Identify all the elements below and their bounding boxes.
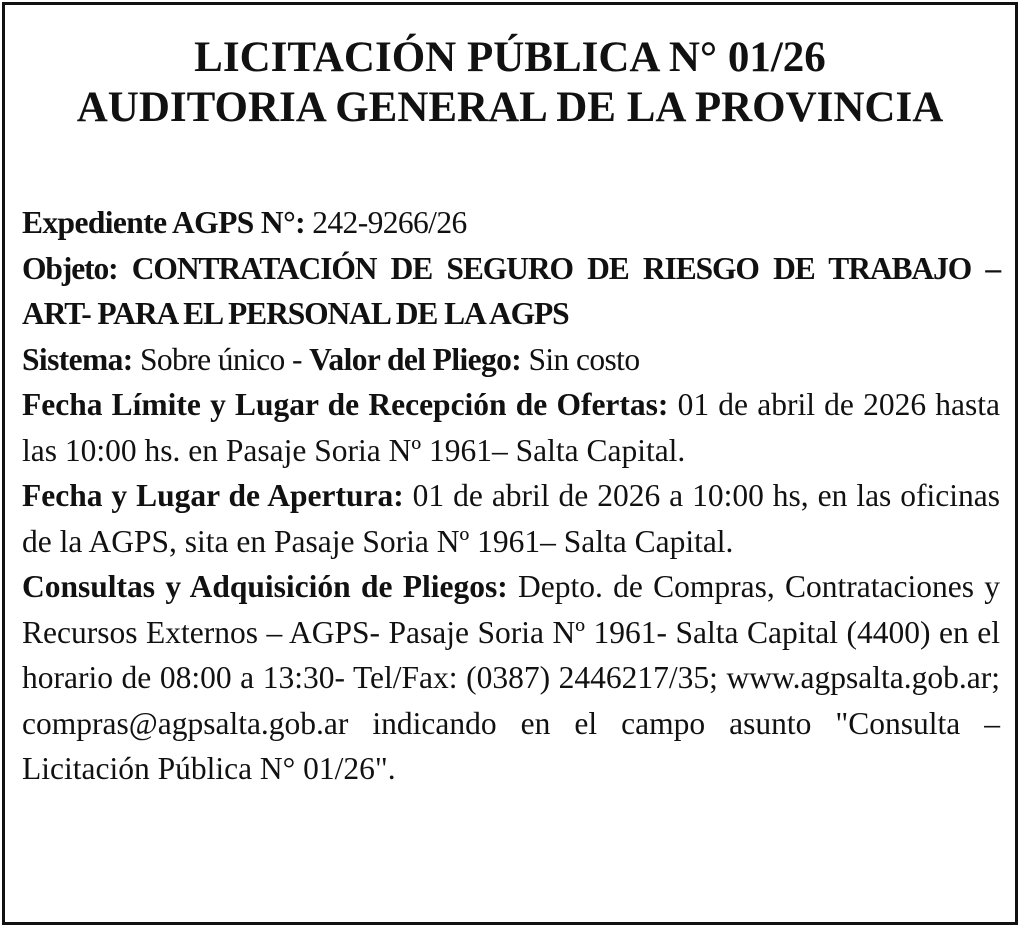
title-line-1: LICITACIÓN PÚBLICA N° 01/26 — [194, 34, 826, 81]
apertura-value: 01 de abril de 2026 a 10:00 hs, en las oficinas de la AGPS, sita en Pasaje Soria Nº 1961– Salta Capital. — [22, 478, 1000, 559]
expediente-value: 242-9266/26 — [304, 205, 467, 240]
title-line-2: AUDITORIA GENERAL DE LA PROVINCIA — [76, 84, 944, 131]
pliego-value: Sin costo — [521, 341, 640, 377]
expediente-label: Expediente AGPS N°: — [22, 205, 305, 240]
objeto-value: CONTRATACIÓN DE SEGURO DE RIESGO DE TRABAJO –ART- PARA EL PERSONAL DE LA AGPS — [22, 250, 1000, 331]
notice-title — [5, 33, 1015, 133]
objeto-paragraph — [22, 246, 1000, 337]
objeto-label: Objeto: — [22, 250, 118, 286]
recepcion-label: Fecha Límite y Lugar de Recepción de Ofertas: — [22, 387, 669, 422]
recepcion-paragraph — [22, 382, 1000, 473]
expediente-line — [22, 200, 1000, 246]
apertura-paragraph — [22, 473, 1000, 564]
consultas-paragraph — [22, 564, 1000, 792]
consultas-label: Consultas y Adquisición de Pliegos: — [22, 569, 508, 604]
consultas-value: Depto. de Compras, Contrataciones y Recursos Externos – AGPS- Pasaje Soria Nº 1961- Salta Capital (4400) en el horario de 08:00 a 13:30- Tel/Fax: (0387) 2446217/35; www.agpsalta.gob.ar; compras@agpsalta.gob.ar indicando en el campo asunto "Consulta – Licitación Pública N° 01/26". — [22, 569, 1000, 786]
notice-frame — [2, 2, 1018, 925]
notice-body — [22, 200, 1000, 792]
apertura-label: Fecha y Lugar de Apertura: — [22, 478, 404, 513]
recepcion-value: 01 de abril de 2026 hasta las 10:00 hs. en Pasaje Soria Nº 1961– Salta Capital. — [22, 387, 1000, 468]
sistema-line — [22, 337, 1000, 383]
pliego-label: Valor del Pliego: — [309, 341, 522, 377]
sistema-label: Sistema: — [22, 341, 133, 377]
sistema-value: Sobre único - — [132, 341, 310, 377]
